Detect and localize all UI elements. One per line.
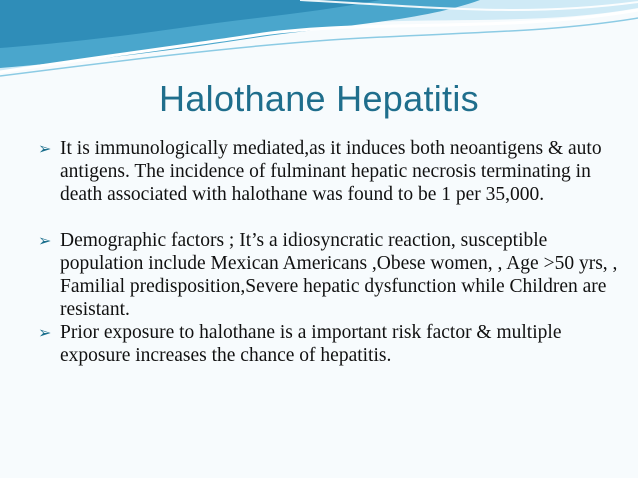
bullet-item <box>38 321 634 367</box>
header-wave-decoration <box>0 0 638 90</box>
arrow-bullet-icon: ➢ <box>38 139 52 158</box>
bullet-text: It is immunologically mediated,as it induces both neoantigens & auto antigens. The incidence of fulminant hepatic necrosis terminating in death associated with halothane was found to be 1 per 35,000. <box>60 138 602 205</box>
bullet-spacer <box>38 206 634 229</box>
arrow-bullet-icon: ➢ <box>38 323 52 342</box>
arrow-bullet-icon: ➢ <box>38 231 52 250</box>
bullet-item <box>38 229 634 321</box>
bullet-item <box>38 137 634 206</box>
bullet-list <box>38 137 634 367</box>
slide-title: Halothane Hepatitis <box>159 78 479 119</box>
bullet-text: Demographic factors ; It’s a idiosyncratic reaction, susceptible population include Mexican Americans ,Obese women, , Age >50 yrs, , Familial predisposition,Severe hepatic dysfunction while Children are resistant. <box>60 230 618 320</box>
bullet-text: Prior exposure to halothane is a important risk factor & multiple exposure increases the chance of hepatitis. <box>60 322 562 366</box>
